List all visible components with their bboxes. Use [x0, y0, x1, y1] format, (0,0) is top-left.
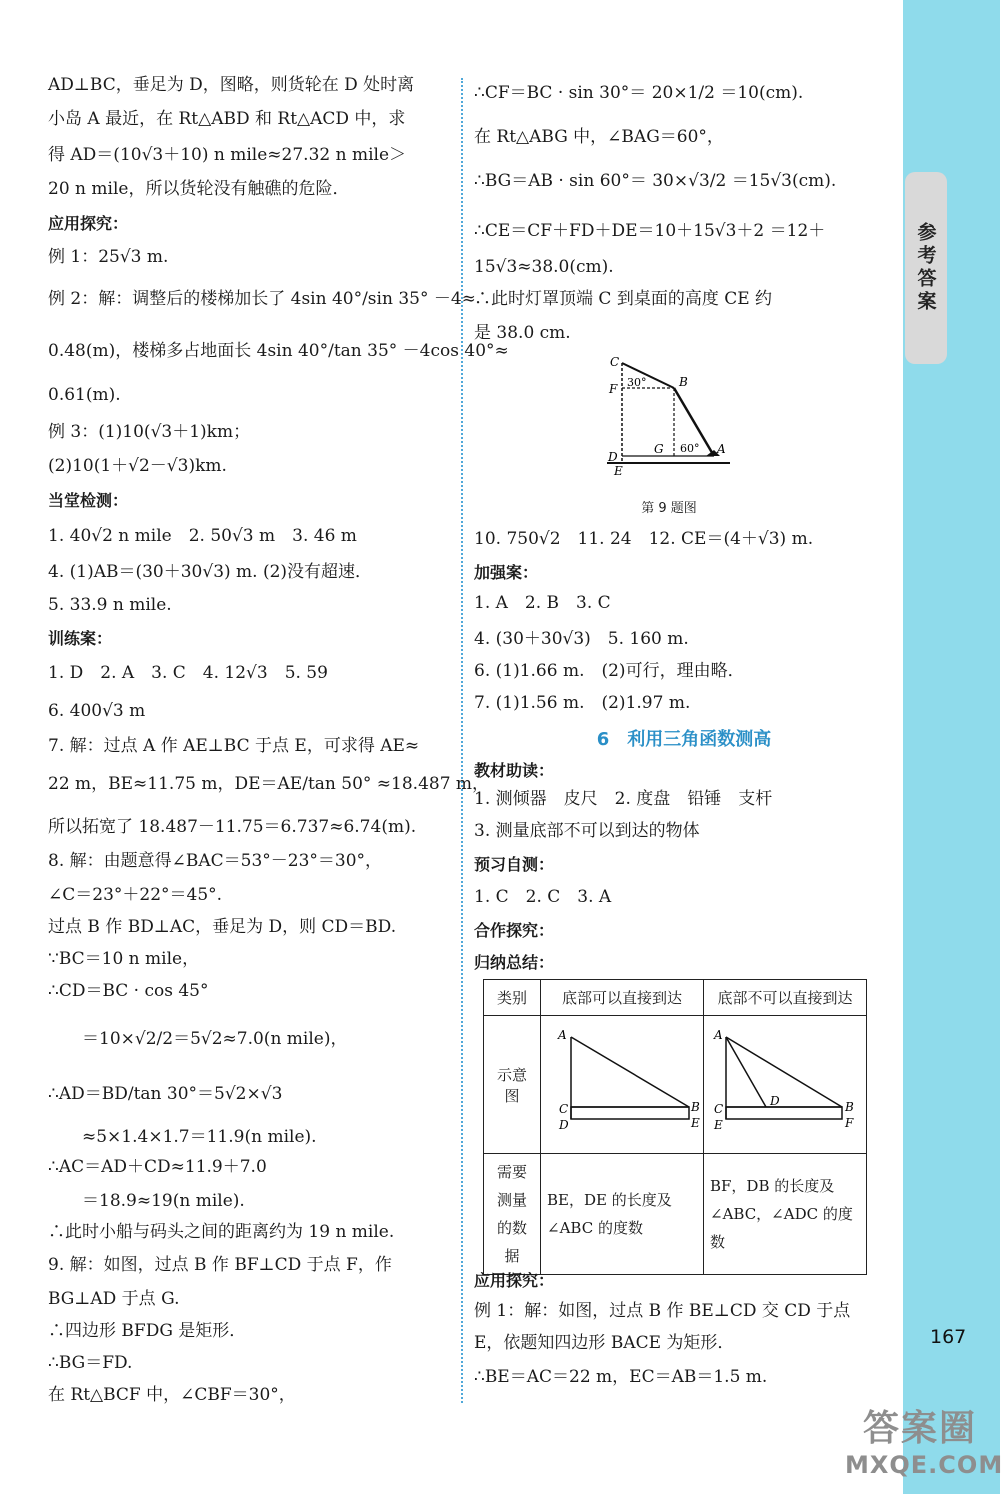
text-line: 小岛 A 最近，在 Rt△ABD 和 Rt△ACD 中，求 [48, 109, 406, 129]
watermark-logo [845, 1400, 1003, 1490]
table-header: 类别 [484, 980, 541, 1016]
text-line: ∴CF＝BC · sin 30°＝ 20×1/2 ＝10(cm). [474, 83, 804, 103]
text-line: 0.48(m)，楼梯多占地面长 4sin 40°/tan 35° －4cos 40°≈ [48, 341, 509, 361]
text-line: ≈5×1.4×1.7＝11.9(n mile). [48, 1127, 317, 1147]
summary-table [483, 979, 867, 1275]
label-B: B [845, 1099, 854, 1114]
text-line: ∴BE＝AC＝22 m，EC＝AB＝1.5 m. [474, 1367, 768, 1387]
text-line: ∴此时灯罩顶端 C 到桌面的高度 CE 约 [474, 289, 773, 309]
table-cell-label: 示意图 [484, 1016, 541, 1154]
table-header: 底部可以直接到达 [541, 980, 704, 1016]
text-line: 20 n mile，所以货轮没有触礁的危险． [48, 179, 350, 199]
text-line: ∴CE＝CF＋FD＋DE＝10＋15√3＋2 ＝12＋ [474, 221, 826, 241]
text-line: ∴AD＝BD/tan 30°＝5√2×√3 [48, 1084, 283, 1104]
table-cell-figure [541, 1016, 704, 1154]
line-AB [726, 1037, 842, 1107]
text-line: E，依题知四边形 BACE 为矩形． [474, 1333, 735, 1353]
label-D: D [770, 1093, 780, 1108]
figure-reachable-base [547, 1023, 700, 1143]
figure-9-caption: 第 9 题图 [641, 501, 697, 516]
section-heading: 当堂检测： [48, 491, 129, 510]
label-E: E [714, 1117, 723, 1132]
label-D: D [559, 1117, 569, 1132]
text-line: 8. 解：由题意得∠BAC＝53°－23°＝30°， [48, 851, 383, 871]
label-E: E [614, 464, 623, 478]
text-line: ＝10×√2/2＝5√2≈7.0(n mile)， [48, 1029, 348, 1049]
text-line: 22 m，BE≈11.75 m，DE＝AE/tan 50° ≈18.487 m， [48, 774, 490, 794]
text-line: 7. 解：过点 A 作 AE⊥BC 于点 E，可求得 AE≈ [48, 736, 420, 756]
text-line: 15√3≈38.0(cm). [474, 257, 614, 277]
text-line: 是 38.0 cm. [474, 323, 571, 343]
table-cell: BE，DE 的长度及∠ABC 的度数 [541, 1154, 704, 1275]
text-line: 6. (1)1.66 m. (2)可行，理由略． [474, 661, 745, 681]
text-line: 4. (30＋30√3) 5. 160 m. [474, 629, 689, 649]
text-line: 例 3：(1)10(√3＋1)km； [48, 422, 251, 442]
line-AD [726, 1037, 766, 1107]
text-line: ∴此时小船与码头之间的距离约为 19 n mile. [48, 1222, 395, 1242]
text-line: 在 Rt△ABG 中，∠BAG＝60°， [474, 127, 724, 147]
section-heading: 训练案： [48, 629, 113, 648]
section-6-title: 6 利用三角函数测高 [596, 729, 772, 750]
section-heading: 合作探究： [474, 921, 555, 940]
section-heading: 应用探究： [474, 1271, 555, 1290]
text-line: ∴BG＝FD. [48, 1353, 133, 1373]
text-line: 所以拓宽了 18.487－11.75＝6.737≈6.74(m). [48, 817, 417, 837]
table-cell-figure [704, 1016, 867, 1154]
text-line: 4. (1)AB＝(30＋30√3) m. (2)没有超速． [48, 562, 373, 582]
figure-unreachable-base [710, 1023, 860, 1143]
table-row [484, 1154, 867, 1275]
text-line: ∴四边形 BFDG 是矩形． [48, 1321, 247, 1341]
section-heading: 加强案： [474, 563, 539, 582]
label-A: A [717, 442, 726, 456]
sidebar-tab-answers: 参考答案 [905, 172, 947, 364]
label-C: C [610, 355, 620, 369]
text-line: 7. (1)1.56 m. (2)1.97 m. [474, 693, 691, 713]
text-line: 1. C 2. C 3. A [474, 887, 612, 907]
label-B: B [679, 375, 688, 389]
section-heading: 归纳总结： [474, 953, 555, 972]
text-line: 3. 测量底部不可以到达的物体 [474, 821, 700, 841]
text-line: 1. 40√2 n mile 2. 50√3 m 3. 46 m [48, 526, 357, 546]
text-line: ∴CD＝BC · cos 45° [48, 981, 209, 1001]
page-number: 167 [930, 1326, 967, 1348]
text-line: BG⊥AD 于点 G. [48, 1289, 180, 1309]
label-D: D [608, 450, 618, 464]
label-F: F [845, 1115, 854, 1130]
instrument-rect [726, 1107, 842, 1119]
text-line: 得 AD＝(10√3＋10) n mile≈27.32 n mile＞ [48, 145, 407, 165]
text-line: 例 1：解：如图，过点 B 作 BE⊥CD 交 CD 于点 [474, 1301, 851, 1321]
section-heading: 教材助读： [474, 761, 555, 780]
label-C: C [559, 1101, 569, 1116]
table-header-row [484, 980, 867, 1016]
watermark-top: 答案圈 [862, 1408, 977, 1449]
text-line: 1. 测倾器 皮尺 2. 度盘 铅锤 支杆 [474, 789, 773, 809]
text-line: 5. 33.9 n mile. [48, 595, 172, 615]
label-A: A [714, 1027, 723, 1042]
label-A: A [558, 1027, 567, 1042]
column-divider [461, 78, 463, 1403]
text-line: 1. A 2. B 3. C [474, 593, 611, 613]
line-AB [571, 1037, 689, 1107]
text-line: 过点 B 作 BD⊥AC，垂足为 D，则 CD＝BD. [48, 917, 397, 937]
text-line: ＝18.9≈19(n mile). [48, 1191, 245, 1211]
section-heading: 预习自测： [474, 855, 555, 874]
text-line: 6. 400√3 m [48, 701, 146, 721]
text-line: 1. D 2. A 3. C 4. 12√3 5. 59 [48, 663, 328, 683]
table-cell: BF，DB 的长度及∠ABC，∠ADC 的度数 [704, 1154, 867, 1275]
section-heading: 应用探究： [48, 214, 129, 233]
instrument-rect [571, 1107, 689, 1119]
text-line: (2)10(1＋√2－√3)km. [48, 456, 227, 476]
figure-9-diagram [602, 353, 752, 478]
text-line: 在 Rt△BCF 中，∠CBF＝30°， [48, 1385, 296, 1405]
text-line: 10. 750√2 11. 24 12. CE＝(4＋√3) m. [474, 529, 814, 549]
angle-60-label: 60° [680, 442, 700, 455]
text-line: 例 1：25√3 m. [48, 247, 169, 267]
text-line: ∵BC＝10 n mile， [48, 949, 200, 969]
text-line: ∴AC＝AD＋CD≈11.9＋7.0 [48, 1157, 267, 1177]
label-C: C [714, 1101, 724, 1116]
watermark-bottom: MXQE.COM [845, 1451, 1003, 1479]
text-line: 0.61(m). [48, 385, 121, 405]
text-line: 9. 解：如图，过点 B 作 BF⊥CD 于点 F，作 [48, 1255, 392, 1275]
label-G: G [654, 442, 664, 456]
text-line: AD⊥BC，垂足为 D，图略，则货轮在 D 处时离 [48, 75, 415, 95]
label-F: F [609, 382, 618, 396]
table-row [484, 1016, 867, 1154]
table-cell-label: 需要测量的数据 [484, 1154, 541, 1275]
text-line: ∠C＝23°＋22°＝45°. [48, 885, 223, 905]
table-header: 底部不可以直接到达 [704, 980, 867, 1016]
label-E: E [691, 1115, 700, 1130]
text-line: 例 2：解：调整后的楼梯加长了 4sin 40°/sin 35° －4≈ [48, 289, 476, 309]
angle-30-label: 30° [627, 376, 647, 389]
text-line: ∴BG＝AB · sin 60°＝ 30×√3/2 ＝15√3(cm). [474, 171, 837, 191]
label-B: B [691, 1099, 700, 1114]
